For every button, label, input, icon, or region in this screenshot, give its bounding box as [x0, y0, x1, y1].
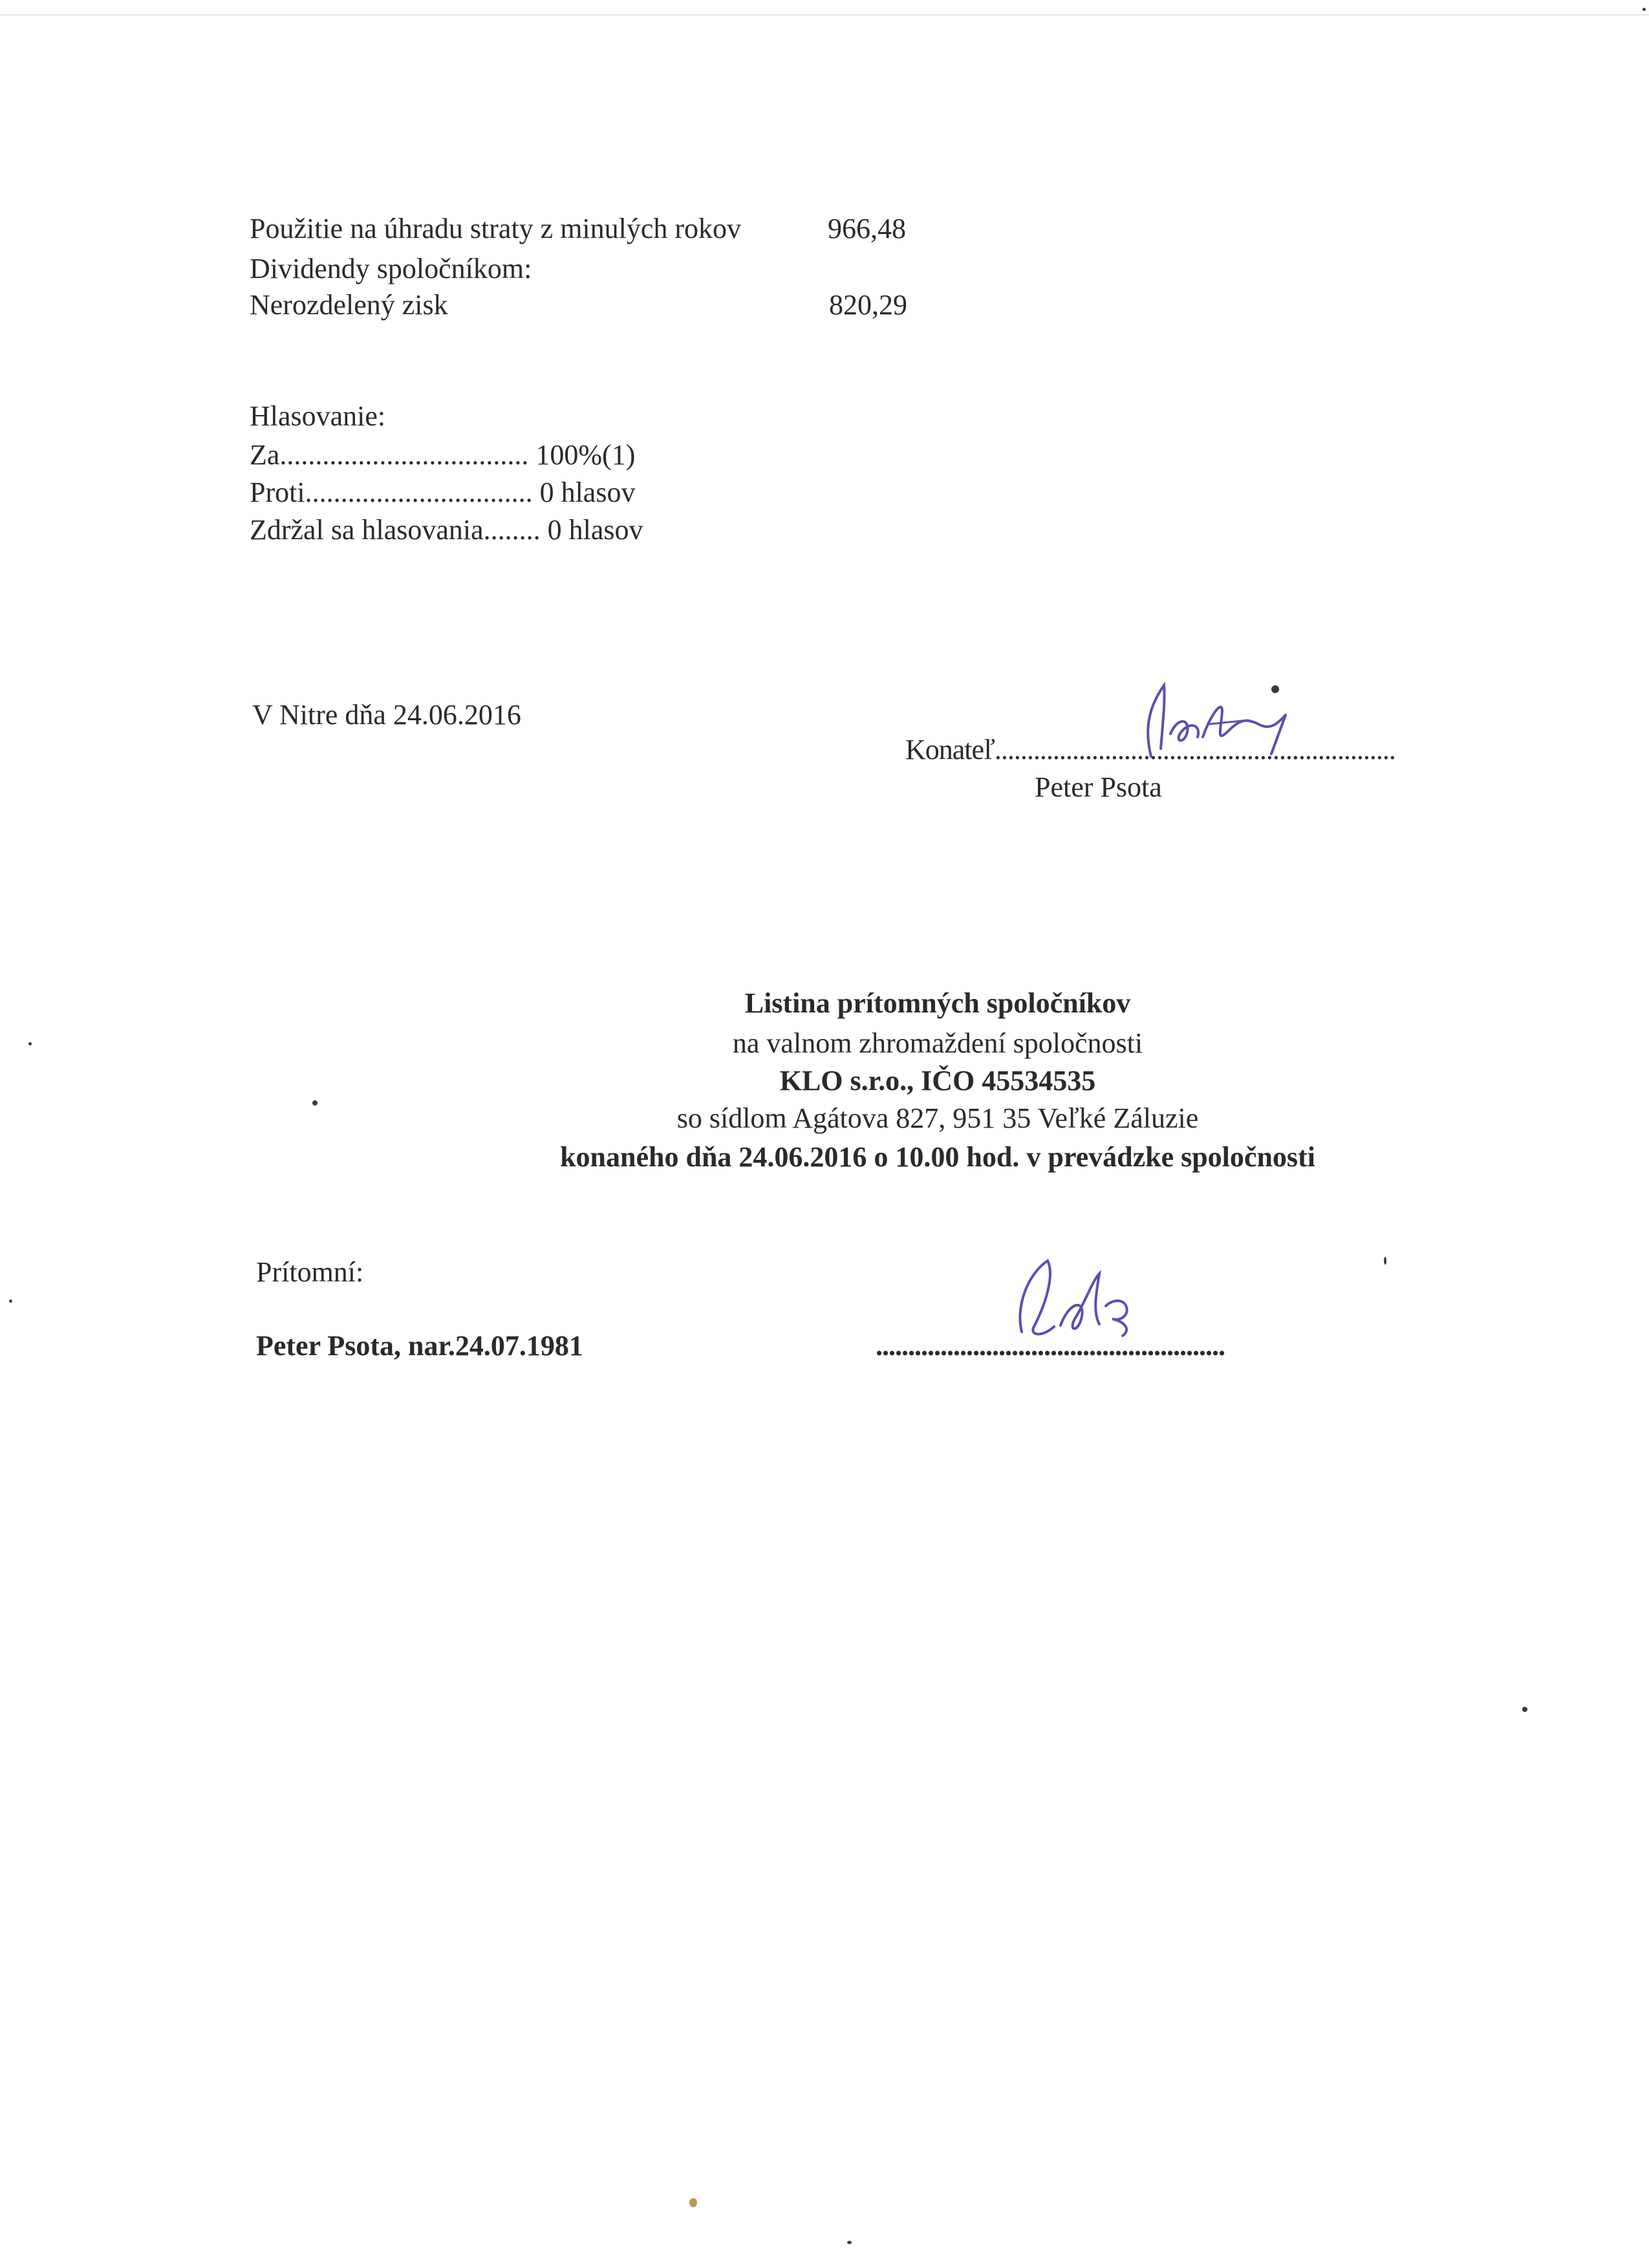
vote-for-line: Za................................... 100%(1) [250, 439, 636, 471]
scan-speck [1384, 1257, 1386, 1265]
scan-speck [9, 1300, 12, 1303]
loss-coverage-value: 966,48 [828, 213, 906, 244]
place-and-date: V Nitre dňa 24.06.2016 [252, 699, 521, 731]
executive-signature-line: Konateľ.............................................................. [905, 734, 1396, 765]
scan-speck [1643, 8, 1646, 11]
executive-name: Peter Psota [1035, 771, 1162, 803]
vote-against-line: Proti................................ 0 hlasov [250, 476, 636, 508]
retained-profit-value: 820,29 [829, 289, 907, 321]
attendance-subtitle: na valnom zhromaždení spoločnosti [732, 1027, 1143, 1059]
company-id-line: KLO s.r.o., IČO 45534535 [779, 1065, 1096, 1097]
executive-signature-icon [1125, 672, 1306, 769]
member-signature-icon [1009, 1254, 1164, 1358]
scan-speck [689, 2198, 697, 2207]
dividends-label: Dividendy spoločníkom: [250, 253, 532, 284]
vote-abstain-line: Zdržal sa hlasovania........ 0 hlasov [250, 514, 643, 546]
scan-speck [1522, 1707, 1527, 1712]
present-label: Prítomní: [256, 1256, 364, 1288]
scan-top-edge [0, 14, 1649, 16]
scan-speck [847, 2241, 852, 2244]
present-member: Peter Psota, nar.24.07.1981 [256, 1330, 583, 1362]
retained-profit-label: Nerozdelený zisk [250, 289, 448, 321]
loss-coverage-label: Použitie na úhradu straty z minulých rokov [250, 213, 742, 244]
company-address: so sídlom Agátova 827, 951 35 Veľké Záluzie [676, 1102, 1199, 1134]
scan-speck [312, 1100, 318, 1106]
attendance-title: Listina prítomných spoločníkov [744, 987, 1131, 1019]
voting-heading: Hlasovanie: [250, 400, 386, 432]
scan-speck [28, 1042, 32, 1045]
member-signature-line: ...................................................... [876, 1330, 1225, 1362]
meeting-details: konaného dňa 24.06.2016 o 10.00 hod. v prevádzke spoločnosti [560, 1141, 1315, 1173]
